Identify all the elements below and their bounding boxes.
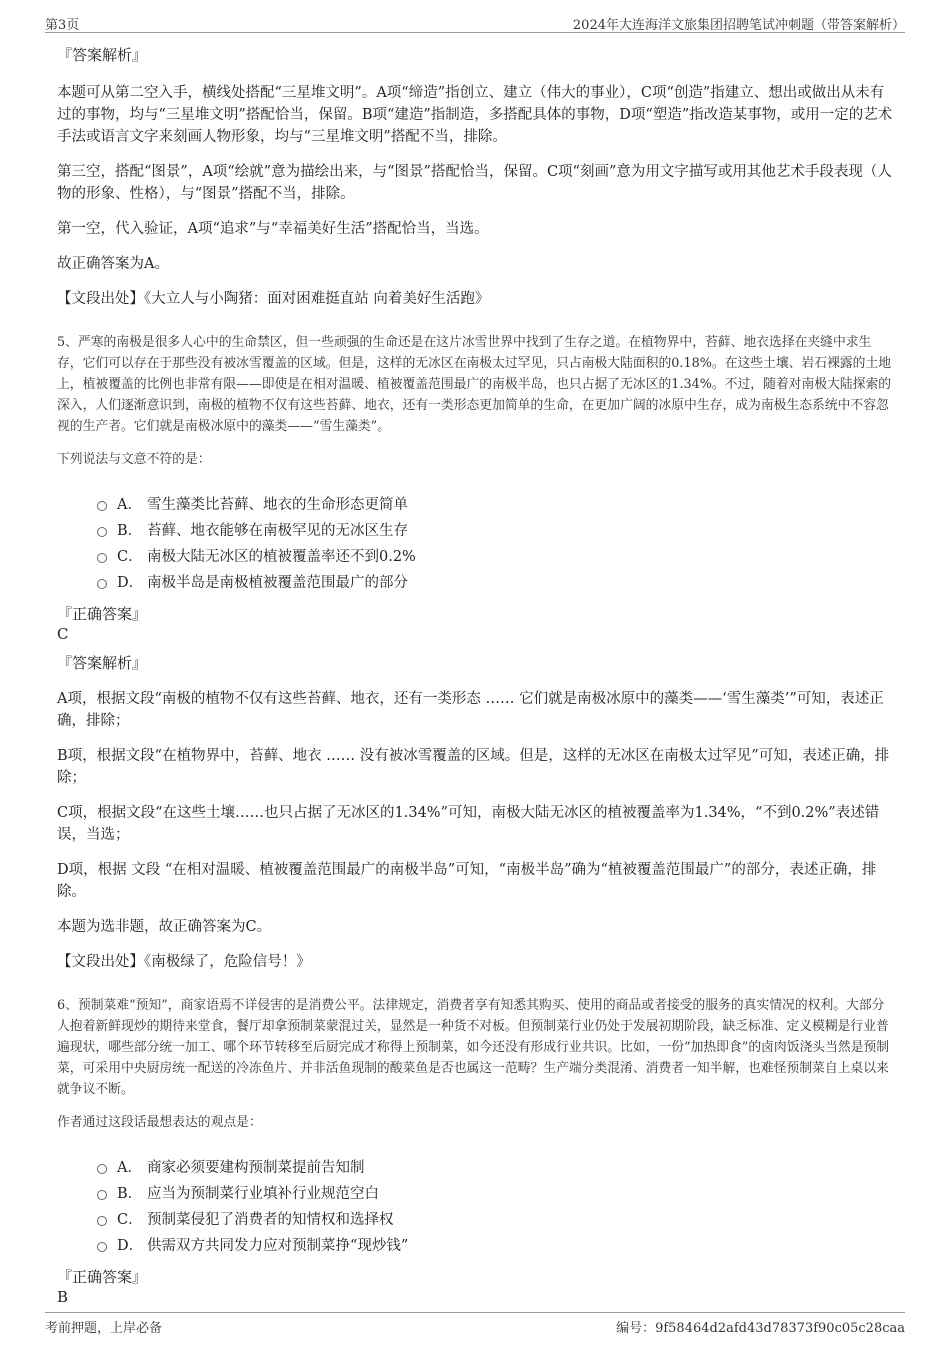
analysis-paragraph: D项，根据 文段 “在相对温暖、植被覆盖范围最广的南极半岛”可知，“南极半岛”确为“植被覆盖范围最广”的部分，表述正确，排除。: [57, 862, 877, 900]
analysis-paragraph: A项，根据文段“南极的植物不仅有这些苔藓、地衣，还有一类形态 …… 它们就是南极冰原中的藻类——‘雪生藻类’”可知，表述正确，排除；: [57, 691, 884, 729]
question-6-prompt: 作者通过这段话最想表达的观点是：: [57, 1115, 262, 1130]
analysis-paragraph: 第一空，代入验证，A项“追求”与“幸福美好生活”搭配恰当，当选。: [57, 221, 489, 237]
option-d[interactable]: D． 供需双方共同发力应对预制菜挣“现炒钱”: [97, 1233, 895, 1259]
question-5-prompt: 下列说法与文意不符的是：: [57, 452, 211, 467]
radio-icon[interactable]: [97, 553, 107, 563]
option-a[interactable]: A． 雪生藻类比苔藓、地衣的生命形态更简单: [97, 492, 895, 518]
document-title: 2024年大连海洋文旅集团招聘笔试冲刺题（带答案解析）: [572, 18, 905, 33]
option-c[interactable]: C． 南极大陆无冰区的植被覆盖率还不到0.2%: [97, 544, 895, 570]
correct-answer-value: C: [57, 625, 69, 643]
option-b[interactable]: B． 应当为预制菜行业填补行业规范空白: [97, 1181, 895, 1207]
question-5-text: 5、严寒的南极是很多人心中的生命禁区，但一些顽强的生命还是在这片冰雪世界中找到了生存之道。在植物界中，苔藓、地衣选择在夹缝中求生存，它们可以存在于那些没有被冰雪覆盖的区域。但是，这样的无冰区在南极太过罕见，只占南极大陆面积的0.18%。在这些土壤、岩石裸露的土地上，植被覆盖的比例也非常有限——即使是在相对温暖、植被覆盖范围最广的南极半岛，也只占据了无冰区的1.34%。不过，随着对南极大陆探索的深入，人们逐渐意识到，南极的植物不仅有这些苔藓、地衣，还有一类形态更加简单的生命，在更加广阔的冰原中生存，成为南极生态系统中不容忽视的生产者。它们就是南极冰原中的藻类——“雪生藻类”。: [57, 335, 892, 434]
radio-icon[interactable]: [97, 1164, 107, 1174]
analysis-label: 『答案解析』: [57, 46, 148, 64]
option-b[interactable]: B． 苔藓、地衣能够在南极罕见的无冰区生存: [97, 518, 895, 544]
analysis-paragraph: B项，根据文段“在植物界中，苔藓、地衣 …… 没有被冰雪覆盖的区域。但是，这样的无冰区在南极太过罕见”可知，表述正确，排除；: [57, 748, 890, 786]
radio-icon[interactable]: [97, 1242, 107, 1252]
question-5-options: [97, 492, 895, 596]
radio-icon[interactable]: [97, 1190, 107, 1200]
page-content: [57, 44, 895, 1315]
document-id: 编号：9f58464d2afd43d78373f90c05c28caa: [616, 1321, 905, 1336]
analysis-conclusion: 本题为选非题，故正确答案为C。: [57, 919, 272, 935]
source-citation: 【文段出处】《南极绿了，危险信号！》: [57, 954, 311, 970]
source-citation: 【文段出处】《大立人与小陶猪：面对困难挺直站 向着美好生活跑》: [57, 291, 490, 307]
option-a[interactable]: A． 商家必须要建构预制菜提前告知制: [97, 1155, 895, 1181]
footer-slogan: 考前押题，上岸必备: [45, 1321, 163, 1336]
option-d[interactable]: D． 南极半岛是南极植被覆盖范围最广的部分: [97, 570, 895, 596]
analysis-label: 『答案解析』: [57, 654, 148, 672]
analysis-conclusion: 故正确答案为A。: [57, 256, 169, 272]
radio-icon[interactable]: [97, 579, 107, 589]
analysis-paragraph: C项，根据文段“在这些土壤……也只占据了无冰区的1.34%”可知，南极大陆无冰区的植被覆盖率为1.34%，“不到0.2%”表述错误，当选；: [57, 805, 880, 843]
analysis-paragraph: 第三空，搭配“图景”，A项“绘就”意为描绘出来，与“图景”搭配恰当，保留。C项“刻画”意为用文字描写或用其他艺术手段表现（人物的形象、性格），与“图景”搭配不当，排除。: [57, 164, 892, 202]
correct-answer-label: 『正确答案』: [57, 605, 148, 623]
correct-answer-value: B: [57, 1288, 69, 1306]
page-footer: [45, 1312, 905, 1335]
option-c[interactable]: C． 预制菜侵犯了消费者的知情权和选择权: [97, 1207, 895, 1233]
question-6-text: 6、预制菜难“预知”，商家语焉不详侵害的是消费公平。法律规定，消费者享有知悉其购买、使用的商品或者接受的服务的真实情况的权利。大部分人抱着新鲜现炒的期待来堂食，餐厅却拿预制菜蒙混过关，显然是一种货不对板。但预制菜行业仍处于发展初期阶段，缺乏标准、定义模糊是行业普遍现状，哪些部分统一加工、哪个环节转移至后厨完成才称得上预制菜，如今还没有形成行业共识。比如，一份“加热即食”的卤肉饭浇头当然是预制菜，可采用中央厨房统一配送的冷冻鱼片、并非活鱼现制的酸菜鱼是否也属这一范畴？生产端分类混淆、消费者一知半解，也难怪预制菜自上桌以来就争议不断。: [57, 998, 890, 1097]
radio-icon[interactable]: [97, 501, 107, 511]
page-number: 第3页: [45, 18, 80, 33]
radio-icon[interactable]: [97, 527, 107, 537]
radio-icon[interactable]: [97, 1216, 107, 1226]
analysis-paragraph: 本题可从第二空入手，横线处搭配“三星堆文明”。A项“缔造”指创立、建立（伟大的事业），C项“创造”指建立、想出或做出从未有过的事物，均与“三星堆文明”搭配恰当，保留。B项“建造”指制造，多搭配具体的事物，D项“塑造”指改造某事物，或用一定的艺术手法或语言文字来刻画人物形象，均与“三星堆文明”搭配不当，排除。: [57, 85, 893, 145]
correct-answer-label: 『正确答案』: [57, 1268, 148, 1286]
question-6-options: [97, 1155, 895, 1259]
page-header: [45, 12, 905, 33]
